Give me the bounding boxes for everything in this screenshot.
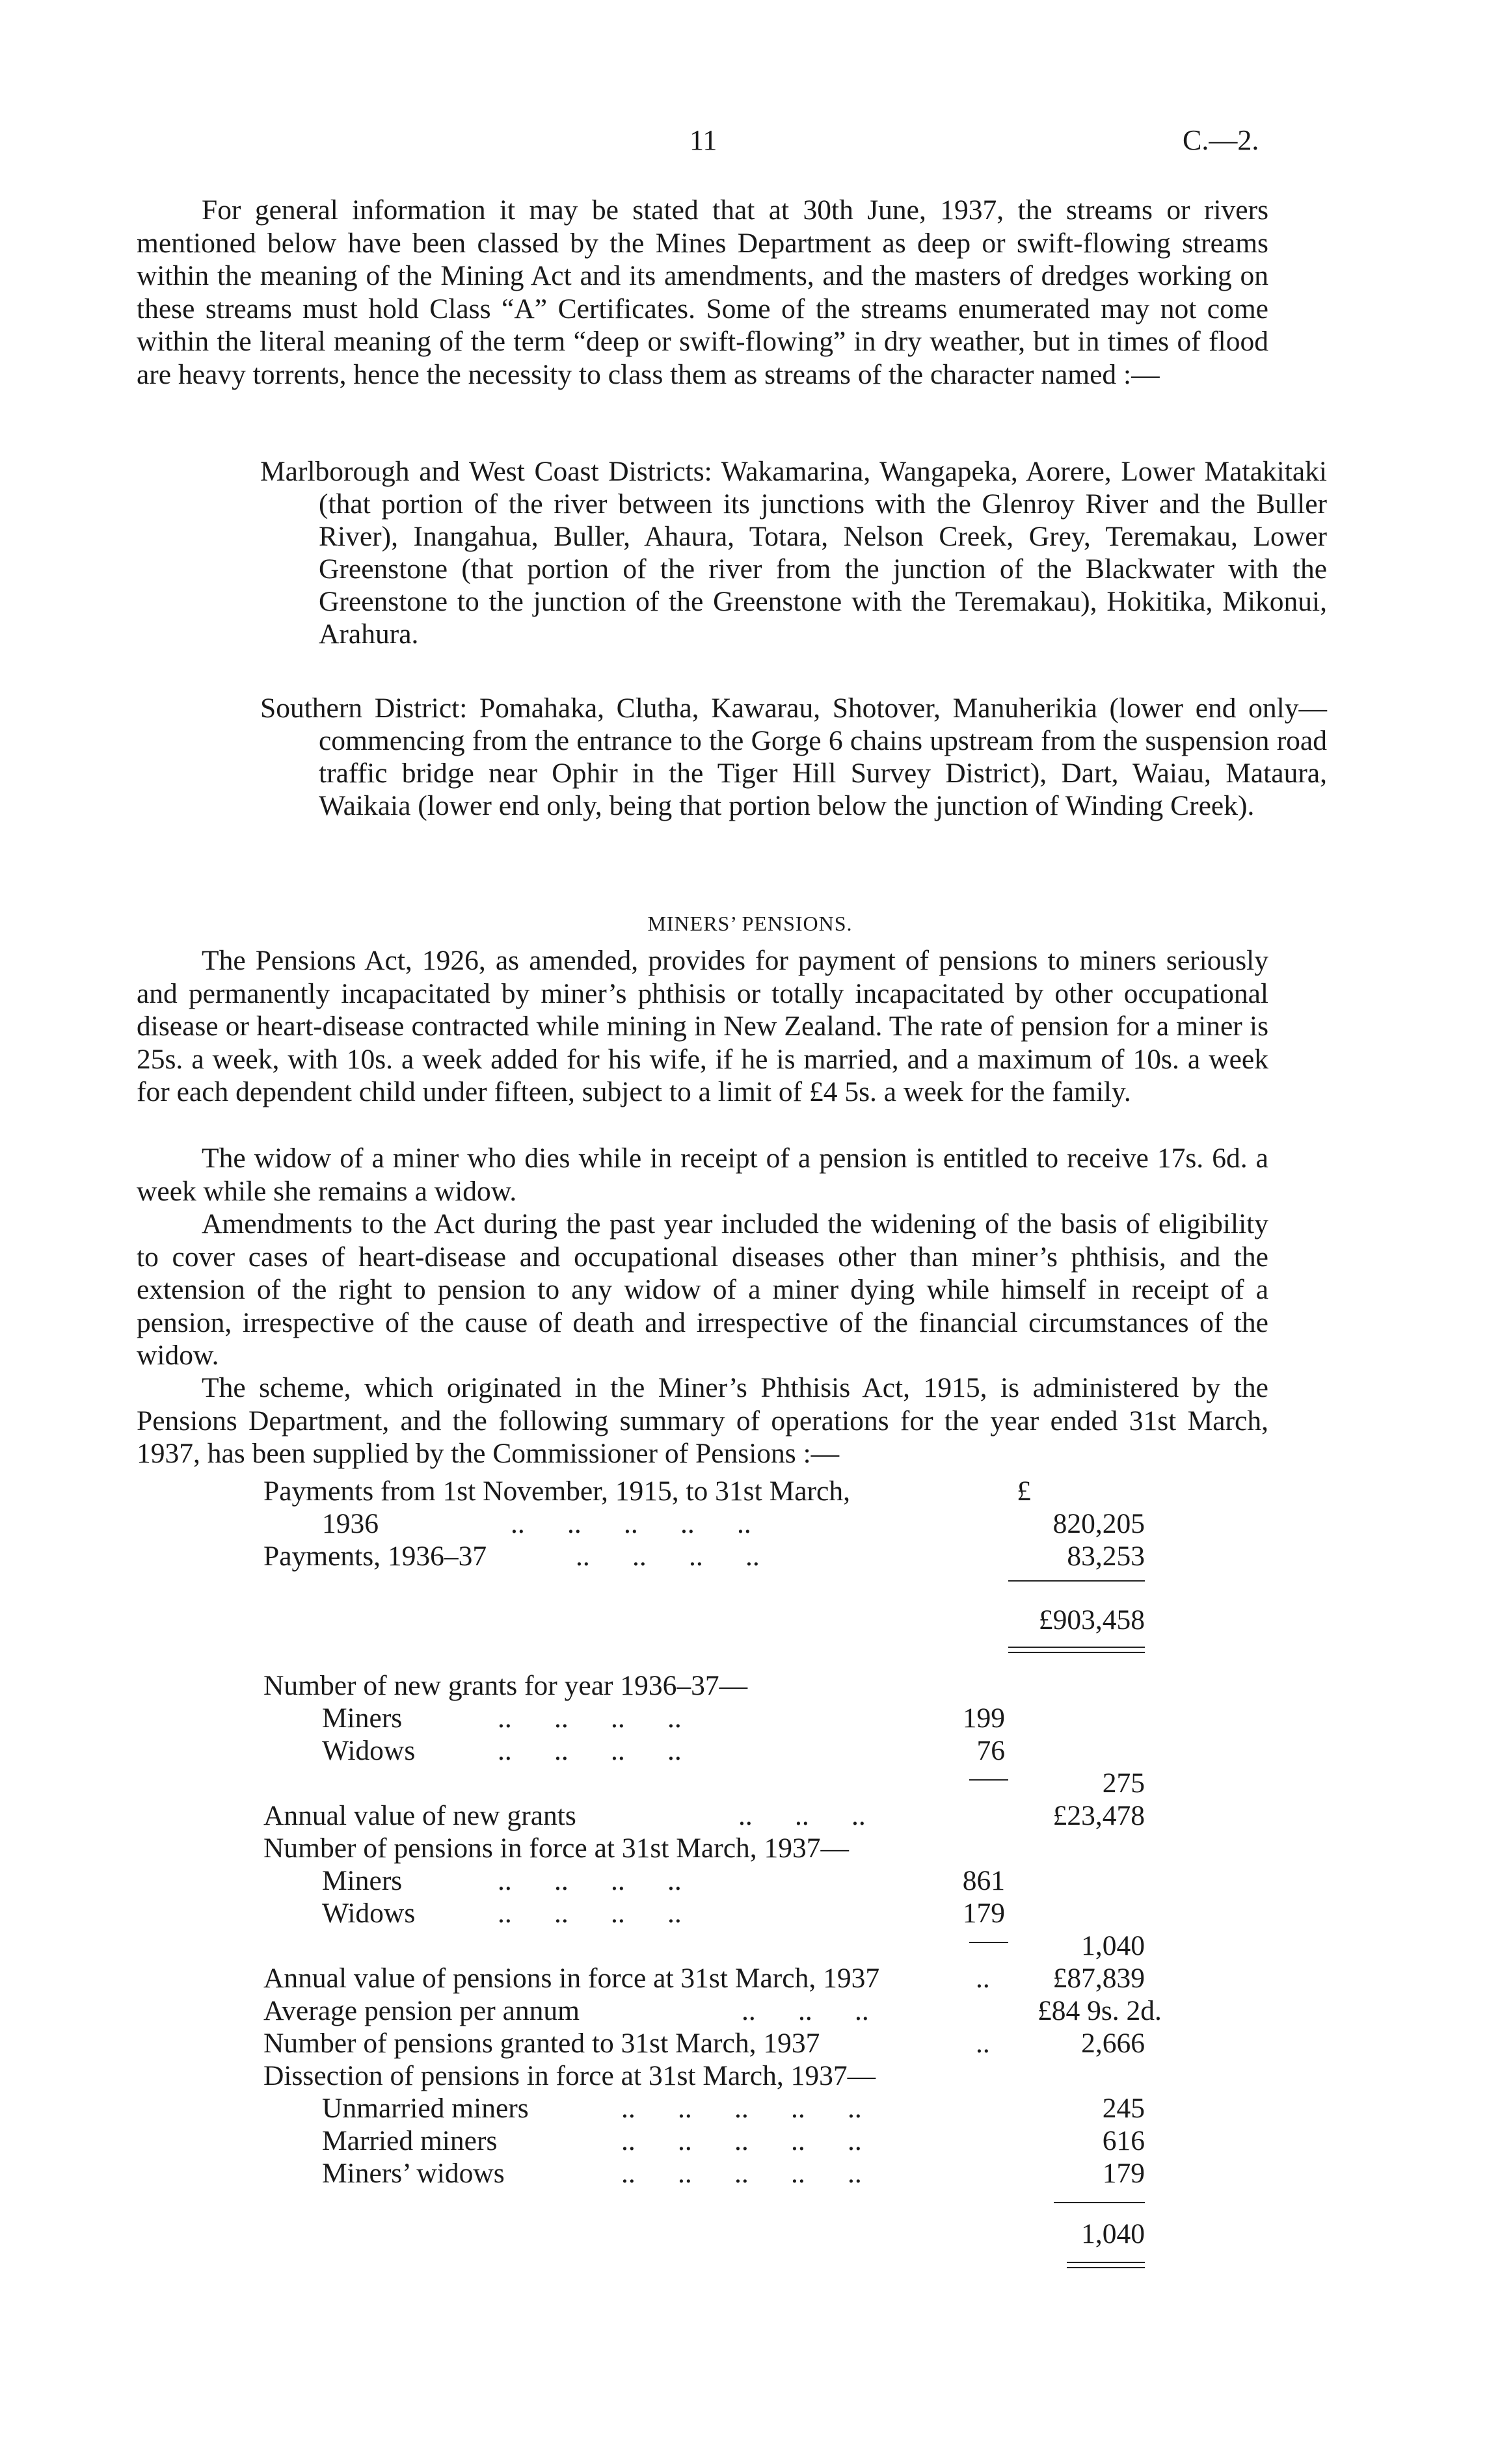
pensions-paragraph-2: The widow of a miner who dies while in receipt of a pension is entitled to receive 17s. 6d. a week while she remains a widow.: [137, 1143, 1268, 1207]
unmarried-label: Unmarried miners: [322, 2093, 529, 2124]
new-grants-row: [263, 1669, 1174, 1702]
pensions-paragraph-4: The scheme, which originated in the Miner’s Phthisis Act, 1915, is administered by the Pensions Department, and the following summary of operations for the year ended 31st March, 1937, has been supplied by the Commissioner of Pensions :—: [137, 1372, 1268, 1469]
section-title-miners-pensions: MINERS’ PENSIONS.: [647, 912, 853, 935]
new-grants-widows-label: Widows: [322, 1735, 416, 1766]
in-force-miners-label: Miners: [322, 1865, 403, 1896]
rule: [1008, 1580, 1145, 1582]
widows-row: [322, 2157, 1233, 2190]
annual-in-force-label: Annual value of pensions in force at 31st March, 1937: [263, 1963, 880, 1994]
payments-1936-37-value: 83,253: [1067, 1541, 1145, 1572]
district-southern: Southern District: Pomahaka, Clutha, Kawarau, Shotover, Manuherikia (lower end only—commencing from the entrance to the Gorge 6 chains upstream from the suspension road traffic bridge near Ophir in the Tiger Hill Survey District), Dart, Waiau, Mataura, Waikaia (lower end only, being that portion below the junction of Winding Creek).: [260, 693, 1327, 821]
leader-dots: .. .. .. ..: [498, 1898, 682, 1929]
page-number: 11: [690, 124, 717, 156]
leader-dots: .. .. .. .. ..: [621, 2093, 862, 2124]
in-force-widows-row: [322, 1897, 1233, 1929]
in-force-miners-value: 861: [962, 1865, 1005, 1896]
payments-row-1: [263, 1475, 1174, 1507]
annual-in-force-row: [263, 1962, 1174, 1994]
dissection-total: 1,040: [1081, 2218, 1145, 2249]
leader-dots: .. .. .. ..: [498, 1865, 682, 1896]
married-row: [322, 2125, 1233, 2157]
leader-dots: .. .. .. .. ..: [621, 2158, 862, 2189]
in-force-widows-label: Widows: [322, 1898, 416, 1929]
new-grants-total-row: [263, 1767, 1174, 1799]
widows-value: 179: [1102, 2158, 1145, 2189]
leader-dots: .. .. ..: [742, 1995, 869, 2026]
dissection-row: [263, 2060, 1174, 2092]
new-grants-miners-label: Miners: [322, 1702, 403, 1734]
leader-dots: .. .. ..: [738, 1800, 866, 1831]
district-west-coast: Marlborough and West Coast Districts: Wakamarina, Wangapeka, Aorere, Lower Matakitaki (that portion of the river between its junctions with the Glenroy River and the Buller River), Inangahua, Buller, Ahaura, Totara, Nelson Creek, Grey, Teremakau, Lower Greenstone (that portion of the river from the junction of the Blackwater with the Greenstone to the junction of the Greenstone with the Teremakau), Hokitika, Mikonui, Arahura.: [260, 456, 1327, 650]
in-force-miners-row: [322, 1864, 1233, 1897]
new-grants-widows-row: [322, 1734, 1233, 1767]
payments-row-2: [322, 1507, 1233, 1540]
rule: [1054, 2202, 1145, 2203]
married-value: 616: [1102, 2125, 1145, 2156]
currency-symbol: £: [1017, 1476, 1031, 1507]
streams-intro-paragraph: For general information it may be stated that at 30th June, 1937, the streams or rivers mentioned below have been classed by the Mines Department as deep or swift-flowing streams within the meaning of the Mining Act and its amendments, and the masters of dredges working on these streams must hold Class “A” Certificates. Some of the streams enumerated may not come within the literal meaning of the term “deep or swift-flowing” in dry weather, but in times of flood are heavy torrents, hence the necessity to class them as streams of the character named :—: [137, 194, 1268, 390]
unmarried-value: 245: [1102, 2093, 1145, 2124]
new-grants-total: 275: [1102, 1768, 1145, 1799]
average-label: Average pension per annum: [263, 1995, 580, 2026]
granted-label: Number of pensions granted to 31st March, 1937: [263, 2028, 820, 2059]
dissection-label: Dissection of pensions in force at 31st March, 1937—: [263, 2060, 876, 2091]
annual-in-force-value: £87,839: [1052, 1963, 1145, 1994]
average-value: £84 9s. 2d.: [1038, 1995, 1162, 2026]
married-label: Married miners: [322, 2125, 498, 2156]
leader-dots: .. .. .. .. ..: [511, 1508, 751, 1539]
leader-dots: ..: [976, 1963, 990, 1994]
pensions-paragraph-1: The Pensions Act, 1926, as amended, provides for payment of pensions to miners seriously and permanently incapacitated by miner’s phthisis or totally incapacitated by other occupational disease or heart-disease contracted while mining in New Zealand. The rate of pension for a miner is 25s. a week, with 10s. a week added for his wife, if he is married, and a maximum of 10s. a week for each dependent child under fifteen, subject to a limit of £4 5s. a week for the family.: [137, 945, 1268, 1107]
payments-1936-37-label: Payments, 1936–37: [263, 1541, 487, 1572]
new-grants-miners-row: [322, 1702, 1233, 1734]
new-grants-widows-value: 76: [976, 1735, 1005, 1766]
leader-dots: .. .. .. ..: [576, 1541, 760, 1572]
payments-row-3: [263, 1540, 1174, 1572]
leader-dots: .. .. .. ..: [498, 1735, 682, 1766]
pensions-paragraph-3: Amendments to the Act during the past year included the widening of the basis of eligibility to cover cases of heart-disease and occupational diseases other than miner’s phthisis, and the extension of the right to pension to any widow of a miner dying while himself in receipt of a pension, irrespective of the cause of death and irrespective of the financial circumstances of the widow.: [137, 1208, 1268, 1371]
in-force-total-row: [263, 1929, 1174, 1962]
widows-label: Miners’ widows: [322, 2158, 505, 2189]
leader-dots: .. .. .. ..: [498, 1702, 682, 1734]
in-force-row: [263, 1832, 1174, 1864]
in-force-total: 1,040: [1081, 1930, 1145, 1961]
double-rule: [1067, 2262, 1145, 2268]
payments-value-1: 820,205: [1052, 1508, 1145, 1539]
annual-new-value: £23,478: [1052, 1800, 1145, 1831]
annual-new-label: Annual value of new grants: [263, 1800, 576, 1831]
leader-dots: ..: [976, 2028, 990, 2059]
document-reference: C.—2.: [1183, 124, 1259, 156]
leader-dots: .. .. .. .. ..: [621, 2125, 862, 2156]
in-force-label: Number of pensions in force at 31st March, 1937—: [263, 1833, 850, 1864]
average-row: [263, 1994, 1174, 2027]
new-grants-label: Number of new grants for year 1936–37—: [263, 1670, 748, 1701]
payments-total: £903,458: [1038, 1604, 1145, 1636]
unmarried-row: [322, 2092, 1233, 2125]
dissection-total-row: [263, 2218, 1174, 2250]
granted-value: 2,666: [1081, 2028, 1145, 2059]
payments-label-2: 1936: [322, 1508, 379, 1539]
double-rule: [1008, 1647, 1145, 1653]
granted-row: [263, 2027, 1174, 2060]
new-grants-miners-value: 199: [962, 1702, 1005, 1734]
payments-total-row: [263, 1604, 1174, 1636]
in-force-widows-value: 179: [962, 1898, 1005, 1929]
annual-new-row: [263, 1799, 1174, 1832]
payments-label-1: Payments from 1st November, 1915, to 31st March,: [263, 1476, 850, 1507]
